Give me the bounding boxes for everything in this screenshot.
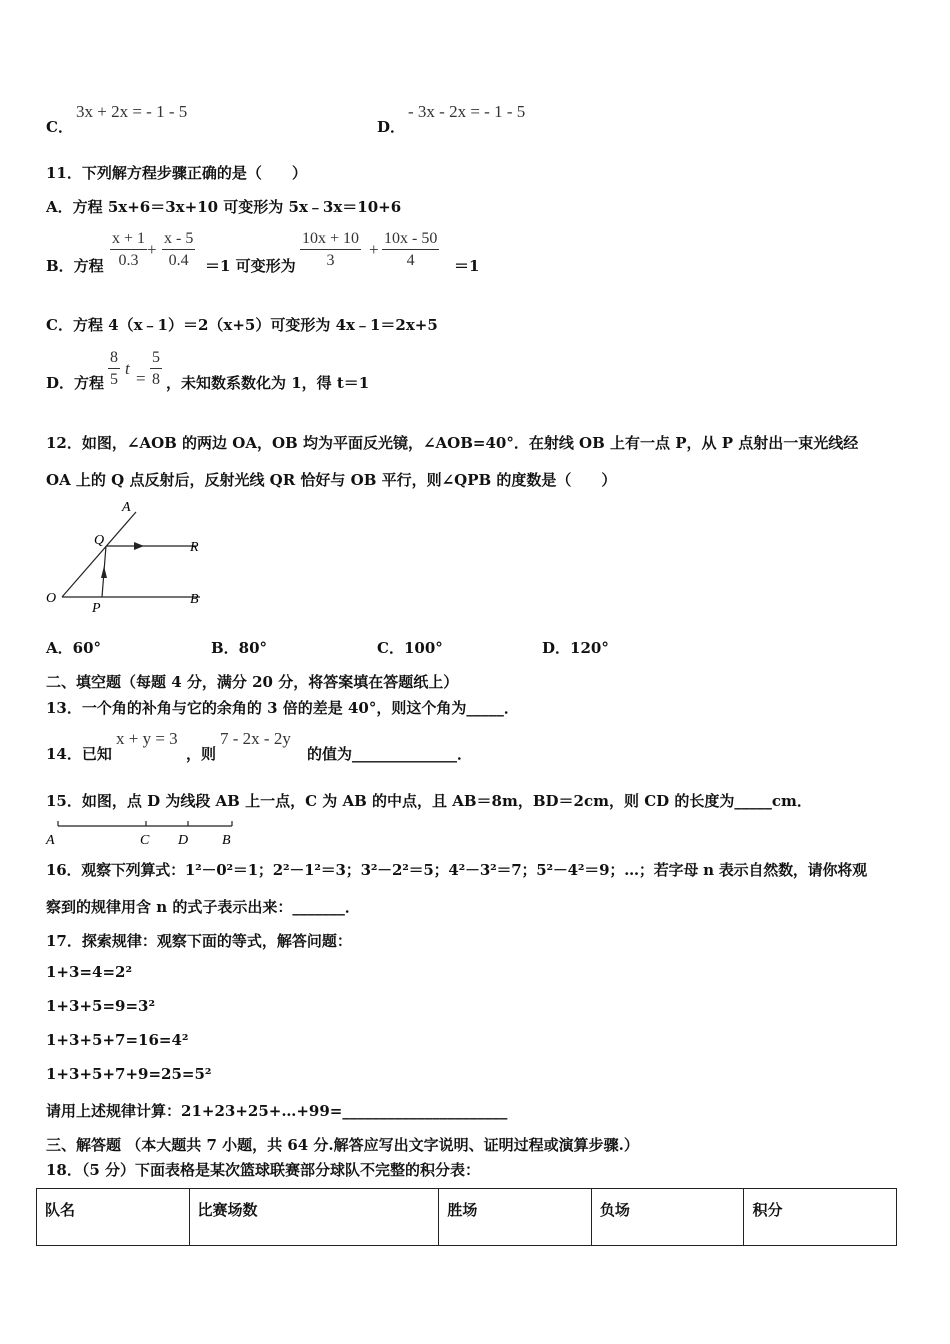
q18-stem: 18．（5 分）下面表格是某次篮球联赛部分球队不完整的积分表： xyxy=(46,1161,481,1179)
q11-option-b-prefix: B．方程 xyxy=(46,257,104,275)
q17-ask: 请用上述规律计算：21+23+25+…+99=______________________ xyxy=(46,1102,508,1120)
table-header-cell: 比赛场数 xyxy=(189,1189,439,1246)
q17-equation-2: 1+3+5=9=3² xyxy=(46,997,156,1015)
q12-line-2: OA 上的 Q 点反射后，反射光线 QR 恰好与 OB 平行，则∠QPB 的度数是（ ） xyxy=(46,471,617,489)
q12-line-1: 12．如图，∠AOB 的两边 OA，OB 均为平面反光镜，∠AOB=40°．在射线 OB 上有一点 P，从 P 点射出一束光线经 xyxy=(46,434,859,452)
q13-text: 13．一个角的补角与它的余角的 3 倍的差是 40°，则这个角为_____． xyxy=(46,699,519,717)
q11-b-plus-2: + xyxy=(369,240,379,259)
q11-d-fraction-2 xyxy=(150,348,162,391)
fraction-numerator: x - 5 xyxy=(162,229,195,250)
q11-stem: 11．下列解方程步骤正确的是（ ） xyxy=(46,164,307,182)
q11-option-b-middle: ＝1 可变形为 xyxy=(205,257,296,275)
fraction-numerator: 5 xyxy=(150,348,162,369)
label-p: P xyxy=(92,601,101,616)
table-header-cell: 胜场 xyxy=(439,1189,592,1246)
table-header-row xyxy=(37,1189,897,1246)
q10-option-c-expression: 3x + 2x = - 1 - 5 xyxy=(76,102,188,121)
q11-b-fraction-2 xyxy=(162,229,195,272)
q12-option-d: D．120° xyxy=(542,639,609,657)
q11-b-fraction-1 xyxy=(110,229,147,272)
q12-option-c: C．100° xyxy=(377,639,443,657)
q10-option-d-expression: - 3x - 2x = - 1 - 5 xyxy=(408,102,526,121)
fraction-denominator: 3 xyxy=(326,252,335,269)
label-o: O xyxy=(46,591,57,606)
q11-d-fraction-1 xyxy=(108,348,120,391)
label-a: A xyxy=(122,500,131,515)
q14-middle: ，则 xyxy=(186,745,217,763)
q14-suffix: 的值为______________． xyxy=(307,745,473,763)
label-c: C xyxy=(140,833,150,848)
fraction-denominator: 0.4 xyxy=(168,252,189,269)
q10-option-d-label: D． xyxy=(377,118,406,136)
q15-text: 15．如图，点 D 为线段 AB 上一点，C 为 AB 的中点，且 AB＝8m，BD＝2cm，则 CD 的长度为_____cm． xyxy=(46,792,812,810)
arrow-up-icon xyxy=(101,566,107,578)
q11-b-plus-1: + xyxy=(147,240,157,259)
label-b: B xyxy=(190,592,199,607)
label-q: Q xyxy=(94,533,105,548)
q16-line-2: 察到的规律用含 n 的式子表示出来：_______． xyxy=(46,898,360,916)
q17-stem: 17．探索规律：观察下面的等式，解答问题： xyxy=(46,932,352,950)
fraction-numerator: 10x + 10 xyxy=(300,229,361,250)
q12-angle-figure xyxy=(40,498,220,618)
q10-option-c-label: C． xyxy=(46,118,73,136)
q15-segment-figure xyxy=(42,816,242,850)
fraction-denominator: 5 xyxy=(110,371,118,388)
fraction-denominator: 8 xyxy=(152,371,160,388)
q11-option-c: C．方程 4（x﹣1）＝2（x+5）可变形为 4x﹣1＝2x+5 xyxy=(46,316,438,334)
q11-option-b-end: ＝1 xyxy=(454,257,480,275)
label-d: D xyxy=(178,833,189,848)
q14-expression-2: 7 - 2x - 2y xyxy=(220,729,291,748)
q12-option-a: A．60° xyxy=(46,639,102,657)
q11-option-d-prefix: D．方程 xyxy=(46,374,105,392)
q11-option-d-suffix: ，未知数系数化为 1，得 t＝1 xyxy=(166,374,370,392)
table-header-cell: 负场 xyxy=(591,1189,744,1246)
q11-d-equals: = xyxy=(136,369,146,388)
table-header-cell: 队名 xyxy=(37,1189,190,1246)
section-3-heading: 三、解答题 （本大题共 7 小题，共 64 分.解答应写出文字说明、证明过程或演算步骤.） xyxy=(46,1136,639,1154)
label-a: A xyxy=(46,833,55,848)
fraction-numerator: x + 1 xyxy=(110,229,147,250)
q11-option-a: A．方程 5x+6＝3x+10 可变形为 5x﹣3x＝10+6 xyxy=(46,198,402,216)
q14-expression-1: x + y = 3 xyxy=(116,729,178,748)
score-table xyxy=(36,1188,897,1246)
q17-equation-1: 1+3=4=2² xyxy=(46,963,133,981)
q17-equation-4: 1+3+5+7+9=25=5² xyxy=(46,1065,212,1083)
q14-prefix: 14．已知 xyxy=(46,745,112,763)
fraction-denominator: 4 xyxy=(406,252,415,269)
label-r: R xyxy=(190,540,199,555)
ray-oa xyxy=(62,512,136,597)
fraction-numerator: 10x - 50 xyxy=(382,229,439,250)
table-header-cell: 积分 xyxy=(744,1189,897,1246)
arrow-right-icon xyxy=(134,542,144,550)
fraction-denominator: 0.3 xyxy=(118,252,139,269)
q16-line-1: 16．观察下列算式：1²－0²＝1；2²－1²＝3；3²－2²＝5；4²－3²＝7；5²－4²＝9；…；若字母 n 表示自然数，请你将观 xyxy=(46,861,867,879)
section-2-heading: 二、填空题（每题 4 分，满分 20 分，将答案填在答题纸上） xyxy=(46,673,459,691)
q17-equation-3: 1+3+5+7=16=4² xyxy=(46,1031,189,1049)
q12-option-b: B．80° xyxy=(211,639,268,657)
q11-b-fraction-3 xyxy=(300,229,361,272)
q11-d-variable: t xyxy=(125,359,130,378)
q11-b-fraction-4 xyxy=(382,229,439,272)
label-b: B xyxy=(222,833,231,848)
fraction-numerator: 8 xyxy=(108,348,120,369)
